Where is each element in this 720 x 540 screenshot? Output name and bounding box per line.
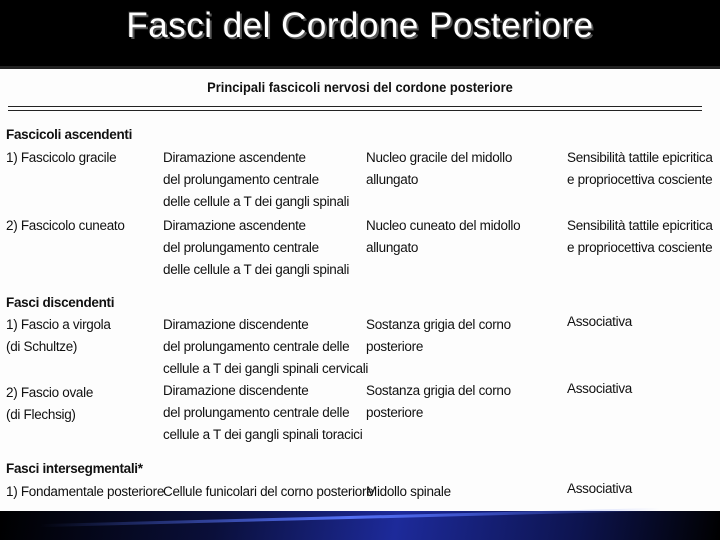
group-label-intersegmental: Fasci intersegmentali*	[6, 461, 143, 476]
heading-rule-upper	[8, 106, 702, 107]
row-4-function: Associativa	[567, 381, 632, 396]
row-1-origin: Diramazione ascendente del prolungamento centrale delle cellule a T dei gangli spinali	[163, 150, 350, 209]
group-label-ascending: Fascicoli ascendenti	[6, 127, 133, 142]
row-5-termination: Midollo spinale	[366, 484, 451, 499]
row-1-function: Sensibilità tattile epicritica e propriocettiva cosciente	[567, 150, 713, 187]
row-4-termination: Sostanza grigia del corno posteriore	[366, 383, 511, 420]
row-5-name: 1) Fondamentale posteriore	[6, 484, 165, 499]
row-2-function: Sensibilità tattile epicritica e propriocettiva cosciente	[567, 218, 713, 255]
table-heading: Principali fascicoli nervosi del cordone posteriore	[207, 79, 513, 95]
row-2-name: 2) Fascicolo cuneato	[6, 218, 125, 233]
row-1-name: 1) Fascicolo gracile	[6, 150, 117, 165]
row-5-function: Associativa	[567, 481, 632, 496]
row-4-name: 2) Fascio ovale (di Flechsig)	[6, 385, 94, 422]
row-3-name: 1) Fascio a virgola (di Schultze)	[6, 317, 111, 354]
row-4-origin: Diramazione discendente del prolungamento centrale delle cellule a T dei gangli spinali toracici	[163, 383, 363, 442]
row-1-termination: Nucleo gracile del midollo allungato	[366, 150, 513, 187]
heading-rule-lower	[8, 110, 702, 111]
row-2-termination: Nucleo cuneato del midollo allungato	[366, 218, 521, 255]
row-2-origin: Diramazione ascendente del prolungamento centrale delle cellule a T dei gangli spinali	[163, 218, 350, 277]
scanned-table	[0, 66, 720, 514]
row-5-origin: Cellule funicolari del corno posteriore	[163, 484, 374, 499]
row-3-termination: Sostanza grigia del corno posteriore	[366, 317, 511, 354]
row-3-origin: Diramazione discendente del prolungamento centrale delle cellule a T dei gangli spinali cervicali	[163, 317, 369, 376]
slide-title: Fasci del Cordone Posteriore	[126, 6, 594, 45]
row-3-function: Associativa	[567, 314, 632, 329]
group-label-descending: Fasci discendenti	[6, 295, 115, 310]
